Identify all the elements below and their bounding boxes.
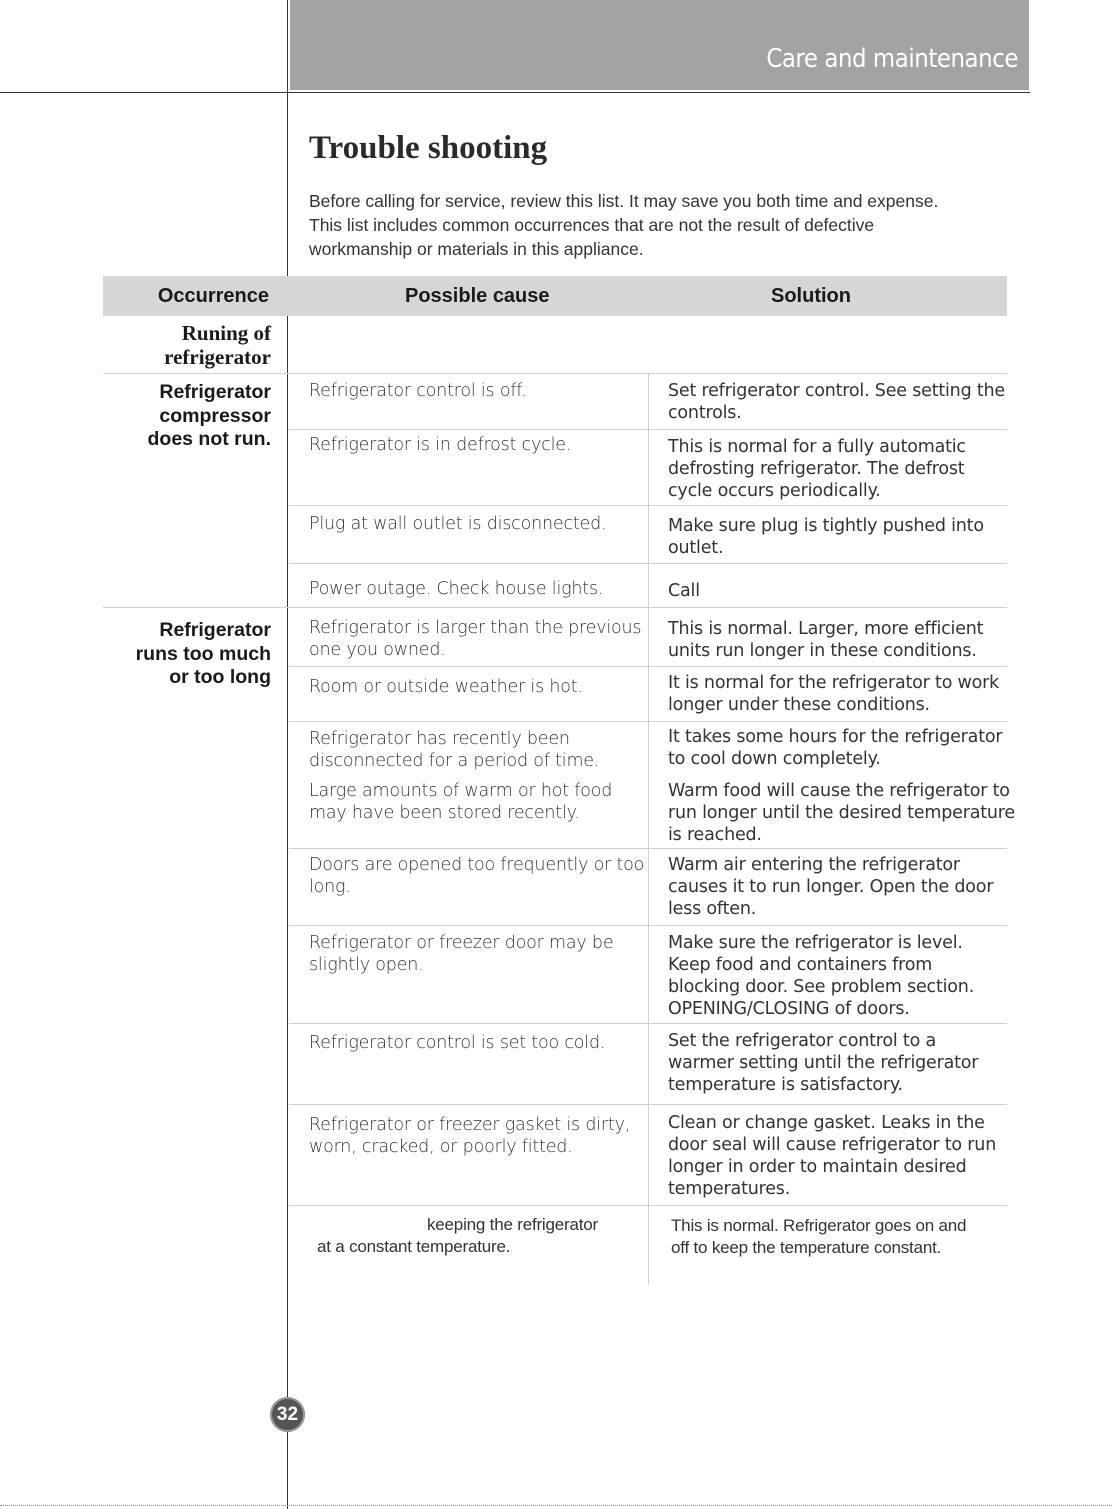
- cause-cell: Large amounts of warm or hot food may have been stored recently.: [309, 781, 613, 823]
- page-number: 32: [270, 1397, 305, 1432]
- solution-cell: Clean or change gasket. Leaks in the door seal will cause refrigerator to run longer in order to maintain desired temperatures.: [668, 1113, 997, 1199]
- occurrence-compressor: [103, 381, 271, 452]
- occurrence-line: does not run.: [147, 428, 271, 450]
- column-header-occurrence: Occurrence: [157, 285, 269, 307]
- solution-cell: Warm air entering the refrigerator causes it to run longer. Open the door less often.: [668, 855, 994, 919]
- occurrence-line: Refrigerator: [159, 381, 271, 403]
- solution-cell: Call: [668, 581, 700, 601]
- cause-cell: Refrigerator has recently been disconnected for a period of time.: [309, 729, 600, 771]
- cause-cell: Refrigerator or freezer gasket is dirty, worn, cracked, or poorly fitted.: [309, 1115, 631, 1157]
- solution-cell: Set refrigerator control. See setting the controls.: [668, 381, 1005, 423]
- solution-cell: It takes some hours for the refrigerator to cool down completely.: [668, 727, 1003, 769]
- margin-rule: [287, 0, 288, 1509]
- intro-line: Before calling for service, review this list. It may save you both time and expense.: [309, 191, 939, 211]
- intro-line: This list includes common occurrences that are not the result of defective: [309, 215, 875, 235]
- cause-cell: Refrigerator is larger than the previous one you owned.: [309, 618, 642, 660]
- row-divider: [103, 607, 1007, 608]
- solution-cell: Set the refrigerator control to a warmer setting until the refrigerator temperature is satisfactory.: [668, 1031, 979, 1095]
- row-divider: [103, 373, 1007, 374]
- occurrence-line: or too long: [169, 666, 271, 688]
- column-header-cause: Possible cause: [405, 285, 550, 307]
- occurrence-line: Refrigerator: [159, 619, 271, 641]
- cause-cell: Refrigerator control is off.: [309, 381, 527, 401]
- column-header-solution: Solution: [771, 285, 851, 307]
- cause-cell: Power outage. Check house lights.: [309, 579, 604, 599]
- column-divider: [648, 374, 649, 1284]
- solution-cell: This is normal. Refrigerator goes on and off to keep the temperature constant.: [671, 1216, 967, 1257]
- solution-cell: This is normal for a fully automatic defrosting refrigerator. The defrost cycle occurs periodically.: [668, 437, 966, 501]
- cause-cell: Room or outside weather is hot.: [309, 677, 583, 697]
- bottom-edge: [0, 1505, 1112, 1506]
- occurrence-line: compressor: [159, 404, 271, 427]
- solution-cell: It is normal for the refrigerator to work longer under these conditions.: [668, 673, 1000, 715]
- intro-line: workmanship or materials in this appliance.: [309, 239, 644, 259]
- header-divider: [0, 92, 1030, 93]
- section-title: Care and maintenance: [766, 44, 1018, 74]
- cause-cell: Refrigerator control is set too cold.: [309, 1033, 606, 1053]
- group-heading-line: Runing of: [181, 321, 271, 345]
- cause-cell: keeping the refrigerator at a constant temperature.: [317, 1215, 598, 1256]
- cause-cell: Doors are opened too frequently or too long.: [309, 855, 645, 897]
- solution-cell: Make sure the refrigerator is level. Keep food and containers from blocking door. See problem section. OPENING/CLOSING of doors.: [668, 933, 975, 1019]
- occurrence-runs-too-long: [103, 619, 271, 690]
- cause-cell: Refrigerator is in defrost cycle.: [309, 435, 572, 455]
- page-title: Trouble shooting: [309, 130, 548, 166]
- cause-cell: Refrigerator or freezer door may be slightly open.: [309, 933, 614, 975]
- group-heading-line: refrigerator: [164, 345, 271, 369]
- solution-cell: This is normal. Larger, more efficient units run longer in these conditions.: [668, 619, 984, 661]
- solution-cell: Make sure plug is tightly pushed into outlet.: [668, 516, 984, 558]
- occurrence-line: runs too much: [135, 642, 271, 665]
- cause-cell: Plug at wall outlet is disconnected.: [309, 514, 607, 534]
- group-heading: [103, 321, 271, 369]
- solution-cell: Warm food will cause the refrigerator to run longer until the desired temperature is reached.: [668, 781, 1015, 845]
